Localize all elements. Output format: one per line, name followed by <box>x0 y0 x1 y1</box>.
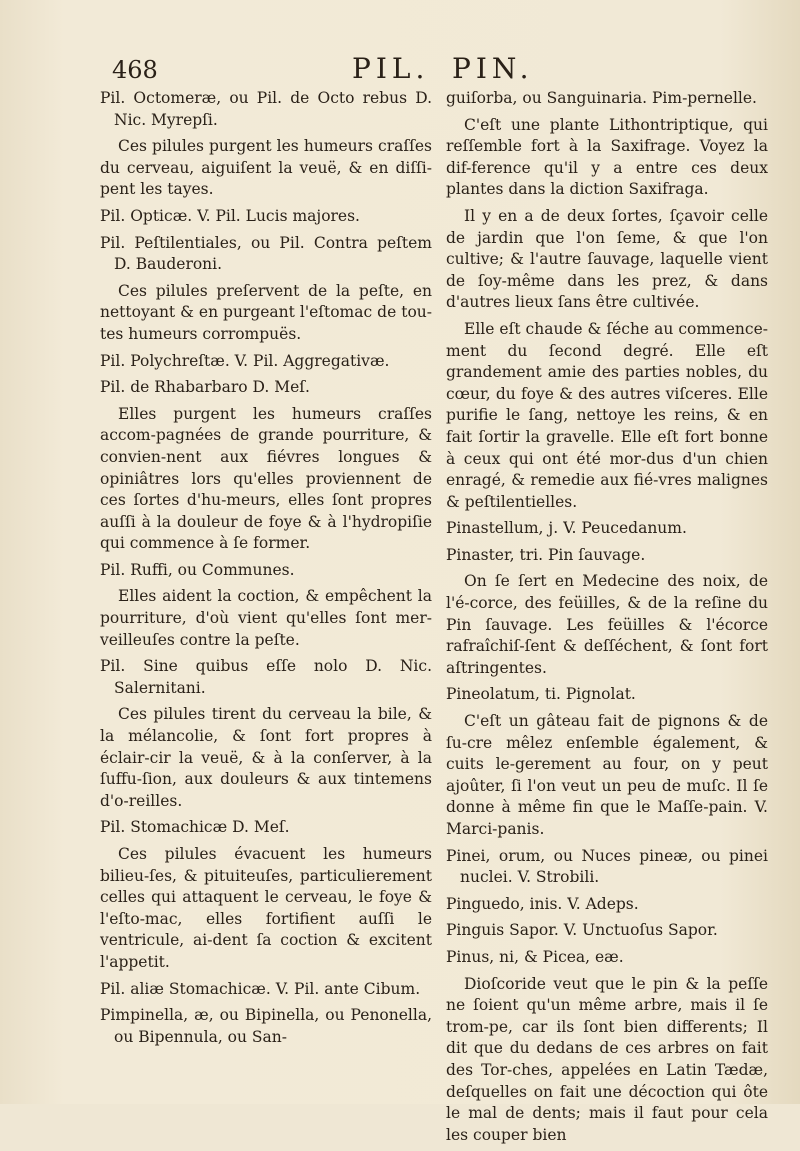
right-column <box>446 88 768 1151</box>
dictionary-entry: Pimpinella, æ, ou Bipinella, ou Penonella, ou Bipennula, ou San- <box>100 1006 432 1046</box>
dictionary-entry: guiſorba, ou Sanguinaria. Pim-pernelle. <box>446 89 757 107</box>
dictionary-entry: Pinus, ni, & Picea, eæ. <box>446 947 624 966</box>
dictionary-entry: Pil. aliæ Stomachicæ. V. Pil. ante Cibum. <box>100 979 421 998</box>
body-paragraph: Ces pilules tirent du cerveau la bile, & la mélancolie, & ſont fort propres à éclair-cir la veuë, & à la conſerver, à la ſuffu-ſion, aux douleurs & aux tintemens d'o-reilles. <box>100 705 432 810</box>
body-paragraph: Elles purgent les humeurs craſſes accom-pagnées de grande pourriture, & convien-nent aux fiévres longues & opiniâtres lors qu'elles proviennent de ces ſortes d'hu-meurs, elles ſont propres auſſi à la douleur de foye & à l'hydropiſie qui commence à ſe former. <box>100 404 432 553</box>
dictionary-entry: Pil. Ruffi, ou Communes. <box>100 560 295 579</box>
body-paragraph: Elles aident la coction, & empêchent la pourriture, d'où vient qu'elles ſont mer-veilleuſes contre la peſte. <box>100 587 432 649</box>
dictionary-entry: Pil. Sine quibus eſſe nolo D. Nic. Salernitani. <box>100 657 432 697</box>
dictionary-entry: Pinguedo, inis. V. Adeps. <box>446 894 639 913</box>
running-head-left: PIL. <box>352 52 430 85</box>
dictionary-entry: Pineolatum, ti. Pignolat. <box>446 685 636 704</box>
dictionary-entry: Pinguis Sapor. V. Unctuoſus Sapor. <box>446 921 718 940</box>
dictionary-entry: Pinei, orum, ou Nuces pineæ, ou pinei nuclei. V. Strobili. <box>446 846 768 887</box>
body-paragraph: Ces pilules preſervent de la peſte, en nettoyant & en purgeant l'eſtomac de tou-tes humeurs corrompuës. <box>100 281 432 343</box>
body-paragraph: On ſe ſert en Medecine des noix, de l'é-corce, des feüilles, & de la reſine du Pin ſauvage. Les feüilles & l'écorce rafraîchiſ-ſent & deſſéchent, & ſont fort aſtringentes. <box>446 572 768 677</box>
dictionary-entry: Pinastellum, j. V. Peucedanum. <box>446 519 687 538</box>
dictionary-entry: Pil. Octomeræ, ou Pil. de Octo rebus D. Nic. Myrepſi. <box>100 89 432 129</box>
body-paragraph: Elle eſt chaude & ſéche au commence-ment du ſecond degré. Elle eſt grandement amie des parties nobles, du cœur, du foye & des autres viſceres. Elle purifie le ſang, nettoye les reins, & en fait ſortir la gravelle. Elle eſt fort bonne à ceux qui ont été mor-dus d'un chien enragé, & remedie aux fié-vres malignes & peſtilentielles. <box>446 319 768 511</box>
body-paragraph: Dioſcoride veut que le pin & la peſſe ne ſoient qu'un même arbre, mais il ſe trom-pe, car ils ſont bien differents; Il dit que du dedans de ces arbres on fait des Tor-ches, appelées en Latin Tædæ, deſquelles on fait une décoction qui ôte le mal de dents; mais il faut pour cela les couper bien <box>446 974 768 1144</box>
dictionary-entry: Pinaster, tri. Pin ſauvage. <box>446 545 646 564</box>
dictionary-entry: Pil. Polychreſtæ. V. Pil. Aggregativæ. <box>100 351 390 370</box>
running-head-right: PIN. <box>452 52 534 85</box>
dictionary-entry: Pil. de Rhabarbaro D. Meſ. <box>100 378 310 397</box>
body-paragraph: Ces pilules évacuent les humeurs bilieu-ſes, & pituiteuſes, particulierement celles qui attaquent le cerveau, le foye & l'eſto-mac, elles fortifient auſſi le ventricule, ai-dent ſa coction & excitent l'appetit. <box>100 845 432 971</box>
dictionary-entry: Pil. Peſtilentiales, ou Pil. Contra peſtem D. Bauderoni. <box>100 233 432 274</box>
body-paragraph: Il y en a de deux ſortes, ſçavoir celle de jardin que l'on ſeme, & que l'on cultive; & l'autre ſauvage, laquelle vient de ſoy-même dans les prez, & dans d'autres lieux ſans être cultivée. <box>446 206 768 312</box>
page-number: 468 <box>112 56 158 84</box>
page-header <box>0 52 800 92</box>
dictionary-entry: Pil. Stomachicæ D. Meſ. <box>100 818 290 837</box>
left-column <box>100 88 432 1053</box>
dictionary-entry: Pil. Opticæ. V. Pil. Lucis majores. <box>100 206 360 225</box>
body-paragraph: C'eſt un gâteau fait de pignons & de ſu-cre mêlez enſemble également, & cuits le-gerement au four, on y peut ajoûter, ſi l'on veut un peu de muſc. Il ſe donne à même fin que le Maſſe-pain. V. Marci-panis. <box>446 712 768 838</box>
body-paragraph: Ces pilules purgent les humeurs craſſes du cerveau, aiguiſent la veuë, & en diſſi-pent les tayes. <box>100 137 432 199</box>
body-paragraph: C'eſt une plante Lithontriptique, qui reſſemble fort à la Saxifrage. Voyez la dif-ference qu'il y a entre ces deux plantes dans la diction Saxifraga. <box>446 115 768 199</box>
